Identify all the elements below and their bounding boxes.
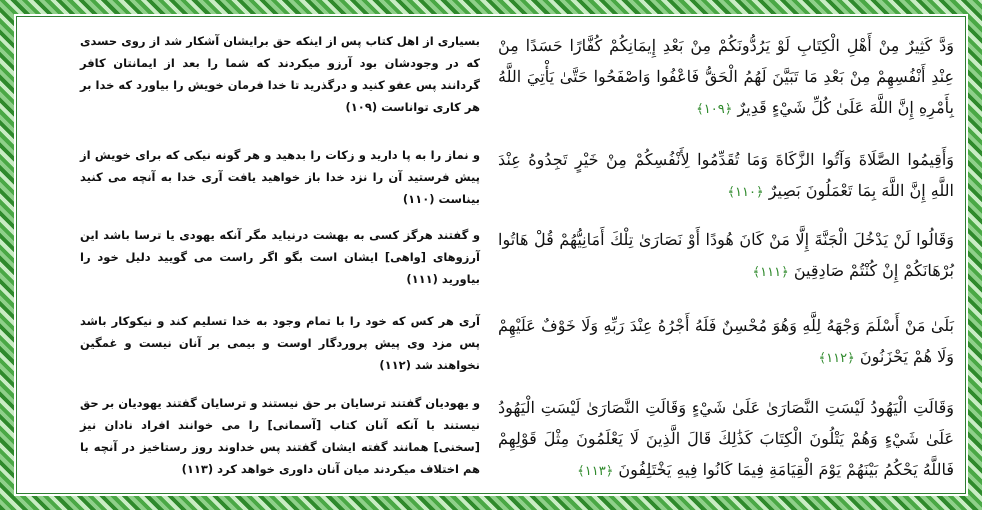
arabic-verse-113 xyxy=(498,392,954,487)
ayah-number-113: ﴿١١٣﴾ xyxy=(577,464,614,479)
arabic-verse-111 xyxy=(498,224,954,288)
ayah-number-110: ﴿١١٠﴾ xyxy=(727,185,764,200)
persian-translation-113: و یهودیان گفتند ترسایان بر حق نیستند و ترسایان گفتند یهودیان بر حق نیستند با آنکه آنان کتاب [آسمانی] را می خوانند افراد نادان نیز [سخنی] همانند گفته ایشان گفتند پس خداوند روز رستاخیز در آنچه با هم اختلاف میکردند میان آنان داوری خواهد کرد (۱۱۳) xyxy=(80,396,480,476)
persian-translation-110: و نماز را به پا دارید و زکات را بدهید و هر گونه نیکی که برای خویش از پیش فرستید آن را نزد خدا باز خواهید یافت آری خدا به آنچه می کنید بیناست (۱۱۰) xyxy=(80,148,480,206)
arabic-text-112: بَلَىٰ مَنْ أَسْلَمَ وَجْهَهُ لِلَّهِ وَهُوَ مُحْسِنٌ فَلَهُ أَجْرُهُ عِنْدَ رَبِّهِ وَلَا خَوْفٌ عَلَيْهِمْ وَلَا هُمْ يَحْزَنُونَ xyxy=(498,316,954,366)
ayah-number-111: ﴿١١١﴾ xyxy=(752,265,789,280)
verses-container xyxy=(28,24,954,494)
arabic-text-109: وَدَّ كَثِيرٌ مِنْ أَهْلِ الْكِتَابِ لَوْ يَرُدُّونَكُمْ مِنْ بَعْدِ إِيمَانِكُمْ كُفَّارًا حَسَدًا مِنْ عِنْدِ أَنْفُسِهِمْ مِنْ بَعْدِ مَا تَبَيَّنَ لَهُمُ الْحَقُّ فَاعْفُوا وَاصْفَحُوا حَتَّىٰ يَأْتِيَ اللَّهُ بِأَمْرِهِ إِنَّ اللَّهَ عَلَىٰ كُلِّ شَيْءٍ قَدِيرٌ xyxy=(498,36,954,117)
arabic-verse-110 xyxy=(498,144,954,208)
persian-translation-112: آری هر کس که خود را با تمام وجود به خدا تسلیم کند و نیکوکار باشد پس مزد وی پیش پروردگار اوست و بیمی بر آنان نیست و غمگین نخواهند شد (۱۱۲) xyxy=(80,314,480,372)
arabic-text-113: وَقَالَتِ الْيَهُودُ لَيْسَتِ النَّصَارَىٰ عَلَىٰ شَيْءٍ وَقَالَتِ النَّصَارَىٰ لَيْسَتِ الْيَهُودُ عَلَىٰ شَيْءٍ وَهُمْ يَتْلُونَ الْكِتَابَ كَذَٰلِكَ قَالَ الَّذِينَ لَا يَعْلَمُونَ مِثْلَ قَوْلِهِمْ فَاللَّهُ يَحْكُمُ بَيْنَهُمْ يَوْمَ الْقِيَامَةِ فِيمَا كَانُوا فِيهِ يَخْتَلِفُونَ xyxy=(498,398,955,479)
persian-translation-109: بسیاری از اهل کتاب پس از اینکه حق برایشان آشکار شد از روی حسدی که در وجودشان بود آرزو میکردند که شما را بعد از ایمانتان کافر گردانند پس عفو کنید و درگذرید تا خدا فرمان خویش را بیاورد که خدا بر هر کاری تواناست (۱۰۹) xyxy=(80,34,480,114)
ayah-number-109: ﴿١٠٩﴾ xyxy=(696,102,733,117)
arabic-verse-109 xyxy=(498,30,954,125)
arabic-text-111: وَقَالُوا لَنْ يَدْخُلَ الْجَنَّةَ إِلَّا مَنْ كَانَ هُودًا أَوْ نَصَارَىٰ تِلْكَ أَمَانِيُّهُمْ قُلْ هَاتُوا بُرْهَانَكُمْ إِنْ كُنْتُمْ صَادِقِينَ xyxy=(498,230,954,280)
persian-translation-111: و گفتند هرگز کسی به بهشت درنیاید مگر آنکه یهودی یا ترسا باشد این آرزوهای [واهی] ایشان است بگو اگر راست می گویید دلیل خود را بیاورید (۱۱۱) xyxy=(80,228,480,286)
arabic-verse-112 xyxy=(498,310,954,374)
ayah-number-112: ﴿١١٢﴾ xyxy=(818,351,855,366)
arabic-text-110: وَأَقِيمُوا الصَّلَاةَ وَآتُوا الزَّكَاةَ وَمَا تُقَدِّمُوا لِأَنْفُسِكُمْ مِنْ خَيْرٍ تَجِدُوهُ عِنْدَ اللَّهِ إِنَّ اللَّهَ بِمَا تَعْمَلُونَ بَصِيرٌ xyxy=(498,150,954,200)
